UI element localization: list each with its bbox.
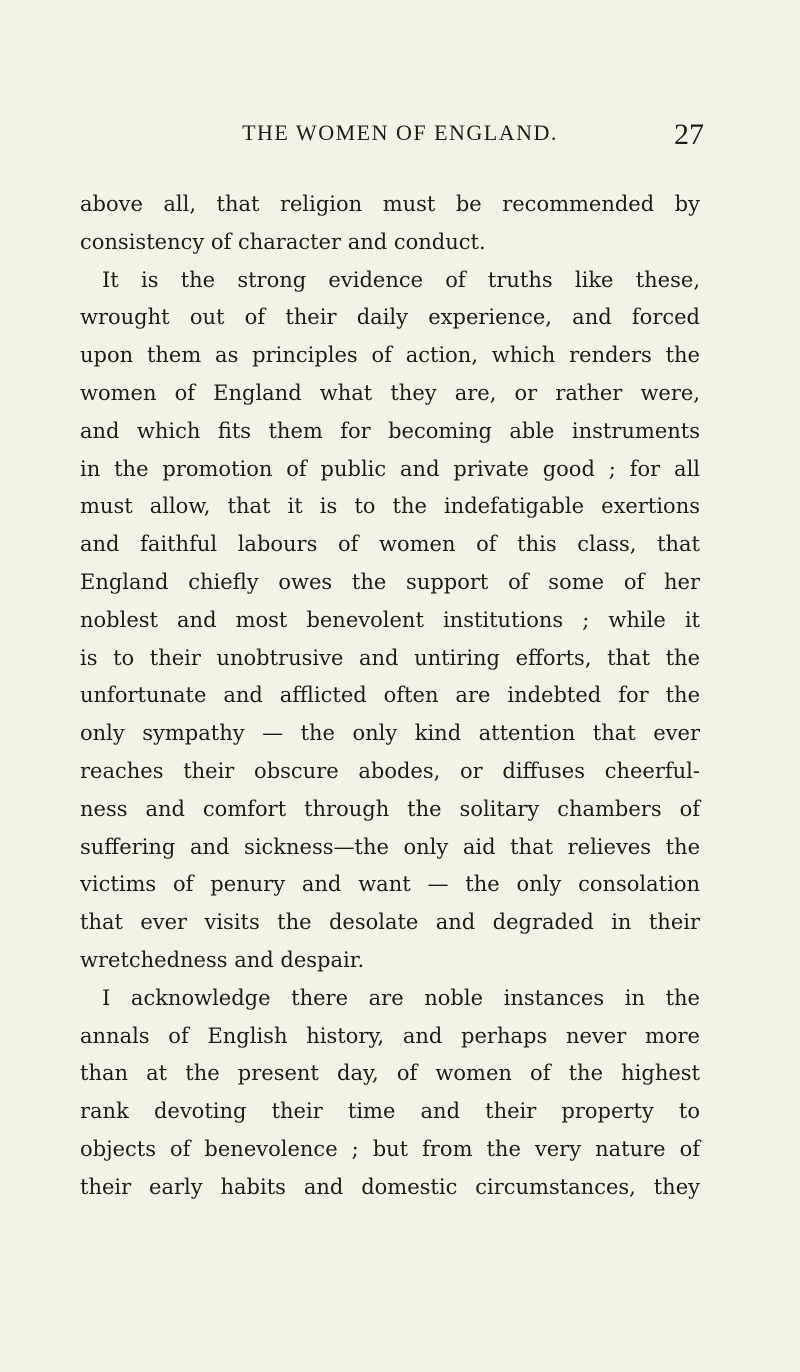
text-line: wretchedness and despair. xyxy=(80,947,365,972)
text-line: and faithful labours of women of this class, that xyxy=(80,532,700,557)
text-line: their early habits and domestic circumstances, they xyxy=(80,1174,700,1199)
text-line: noblest and most benevolent institutions ; while it xyxy=(80,607,700,632)
text-line: England chiefly owes the support of some of her xyxy=(80,569,700,594)
text-line: consistency of character and conduct. xyxy=(80,229,486,254)
text-line: must allow, that it is to the indefatigable exertions xyxy=(80,494,700,519)
text-line: that ever visits the desolate and degraded in their xyxy=(80,910,700,935)
text-line: objects of benevolence ; but from the very nature of xyxy=(80,1136,700,1161)
text-line: reaches their obscure abodes, or diffuses cheerful- xyxy=(80,758,700,783)
text-line: ness and comfort through the solitary chambers of xyxy=(80,796,700,821)
text-line: unfortunate and afflicted often are indebted for the xyxy=(80,683,700,708)
text-line: in the promotion of public and private good ; for all xyxy=(80,456,700,481)
text-line: only sympathy — the only kind attention that ever xyxy=(80,721,700,746)
text-line: above all, that religion must be recommended by xyxy=(80,192,700,216)
text-line: rank devoting their time and their property to xyxy=(80,1099,700,1124)
running-title: THE WOMEN OF ENGLAND. xyxy=(242,120,558,145)
text-line: victims of penury and want — the only consolation xyxy=(80,872,700,897)
text-line: and which fits them for becoming able instruments xyxy=(80,418,700,443)
text-line: annals of English history, and perhaps never more xyxy=(80,1023,700,1048)
text-line: than at the present day, of women of the highest xyxy=(80,1061,700,1086)
text-line: upon them as principles of action, which renders the xyxy=(80,343,700,368)
text-line: wrought out of their daily experience, and forced xyxy=(80,305,700,330)
text-line: is to their unobtrusive and untiring efforts, that the xyxy=(80,645,700,670)
page-number: 27 xyxy=(674,118,704,151)
running-head xyxy=(0,118,800,158)
text-line: I acknowledge there are noble instances in the xyxy=(102,985,700,1010)
text-line: women of England what they are, or rather were, xyxy=(80,380,700,405)
text-line: suffering and sickness—the only aid that relieves the xyxy=(80,834,700,859)
text-line: It is the strong evidence of truths like these, xyxy=(102,267,700,292)
body-text xyxy=(80,186,700,1207)
